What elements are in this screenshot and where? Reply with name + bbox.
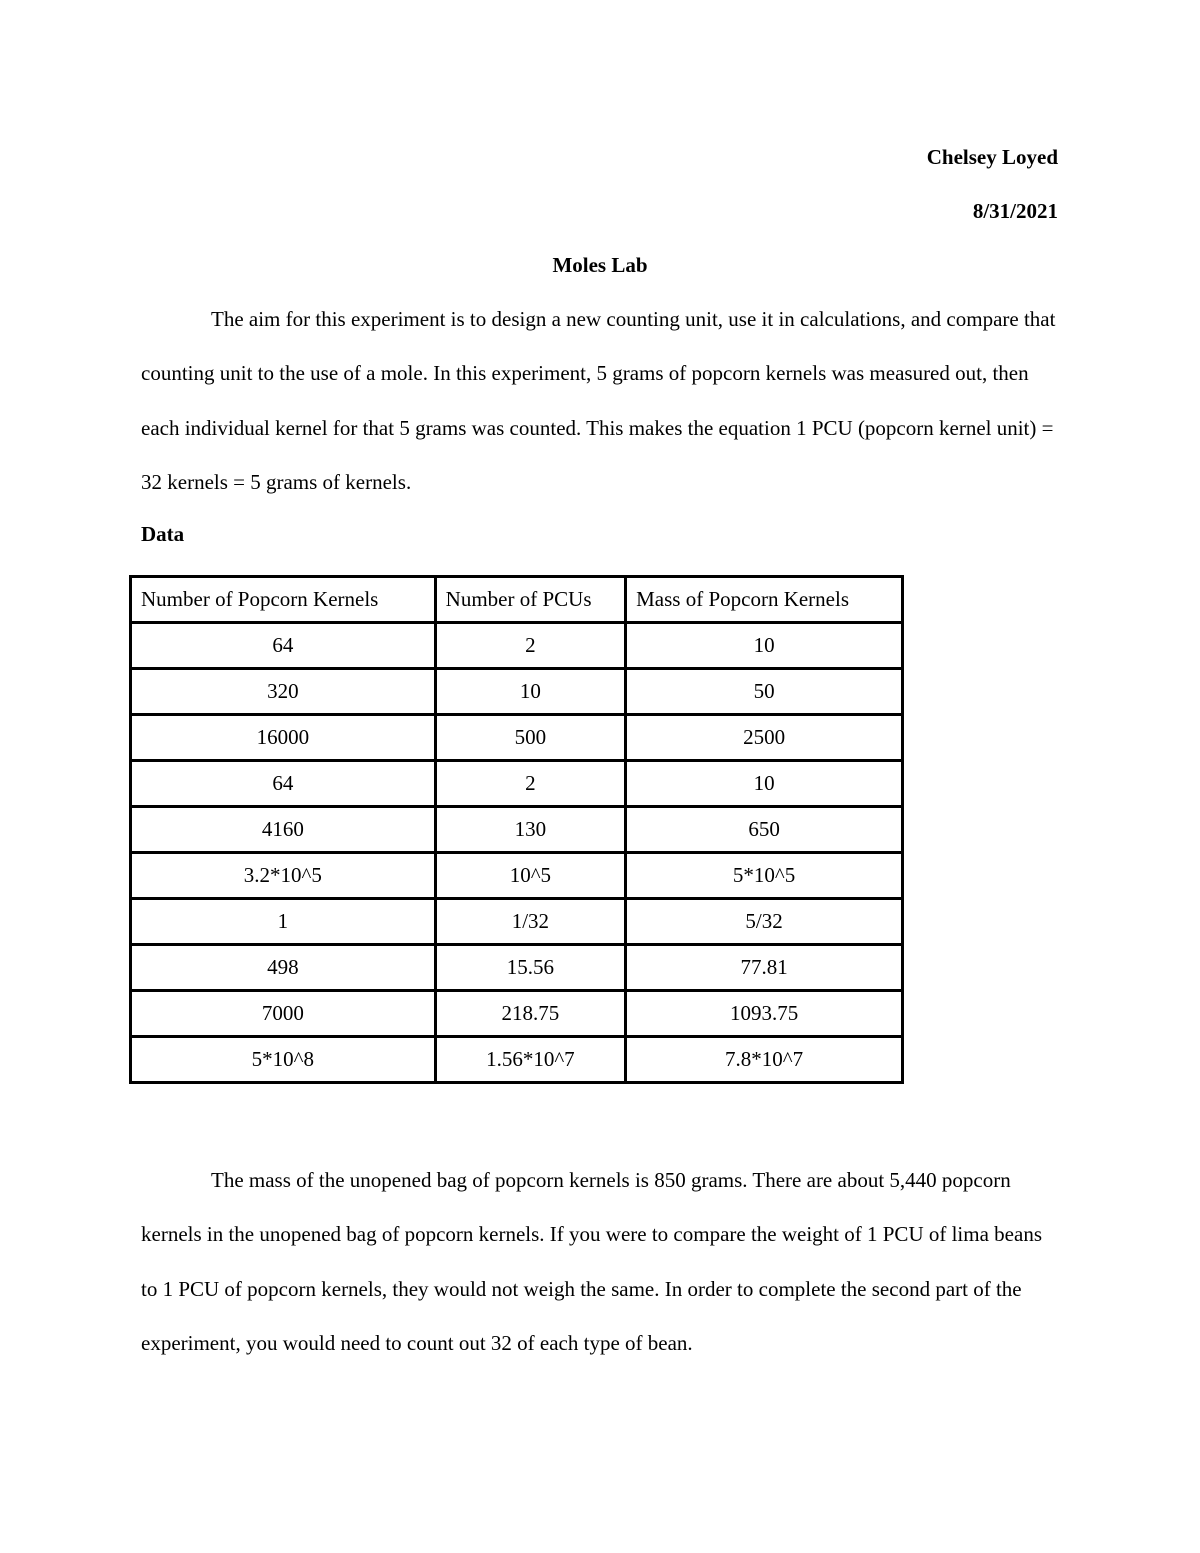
table-row [131,761,903,807]
table-header-row [131,577,903,623]
table-cell: 2 [435,623,625,669]
table-cell: 218.75 [435,991,625,1037]
column-header: Mass of Popcorn Kernels [626,577,903,623]
table-cell: 1 [131,899,436,945]
table-cell: 4160 [131,807,436,853]
table-cell: 1.56*10^7 [435,1037,625,1083]
table-cell: 15.56 [435,945,625,991]
table-body [131,623,903,1083]
table-row [131,1037,903,1083]
table-cell: 10 [626,761,903,807]
table-cell: 10 [626,623,903,669]
table-row [131,899,903,945]
table-row [131,853,903,899]
document-date: 8/31/2021 [972,199,1058,223]
table-cell: 10 [435,669,625,715]
table-cell: 1093.75 [626,991,903,1037]
table-cell: 10^5 [435,853,625,899]
table-cell: 498 [131,945,436,991]
table-row [131,715,903,761]
intro-paragraph: The aim for this experiment is to design a new counting unit, use it in calculations, and compare that counting unit to the use of a mole. In this experiment, 5 grams of popcorn kernels was measured out, then each individual kernel for that 5 grams was counted. This makes the equation 1 PCU (popcorn kernel unit) = 32 kernels = 5 grams of kernels. [141,307,1056,494]
table-cell: 5*10^8 [131,1037,436,1083]
data-table [129,575,904,1084]
table-cell: 5*10^5 [626,853,903,899]
table-cell: 16000 [131,715,436,761]
table-cell: 130 [435,807,625,853]
table-cell: 50 [626,669,903,715]
table-cell: 320 [131,669,436,715]
table-cell: 650 [626,807,903,853]
table-cell: 2500 [626,715,903,761]
table-cell: 77.81 [626,945,903,991]
table-row [131,669,903,715]
column-header: Number of Popcorn Kernels [131,577,436,623]
table-row [131,945,903,991]
table-cell: 5/32 [626,899,903,945]
table-row [131,623,903,669]
table-cell: 2 [435,761,625,807]
table-cell: 1/32 [435,899,625,945]
closing-paragraph: The mass of the unopened bag of popcorn kernels is 850 grams. There are about 5,440 popcorn kernels in the unopened bag of popcorn kernels. If you were to compare the weight of 1 PCU of lima beans to 1 PCU of popcorn kernels, they would not weigh the same. In order to complete the second part of the experiment, you would need to count out 32 of each type of bean. [141,1168,1042,1355]
table-cell: 7.8*10^7 [626,1037,903,1083]
table-cell: 500 [435,715,625,761]
document-title: Moles Lab [552,253,648,277]
table-row [131,807,903,853]
table-cell: 64 [131,761,436,807]
column-header: Number of PCUs [435,577,625,623]
data-heading: Data [141,522,185,546]
table-cell: 3.2*10^5 [131,853,436,899]
author-name: Chelsey Loyed [926,145,1058,169]
table-cell: 7000 [131,991,436,1037]
table-cell: 64 [131,623,436,669]
table-row [131,991,903,1037]
